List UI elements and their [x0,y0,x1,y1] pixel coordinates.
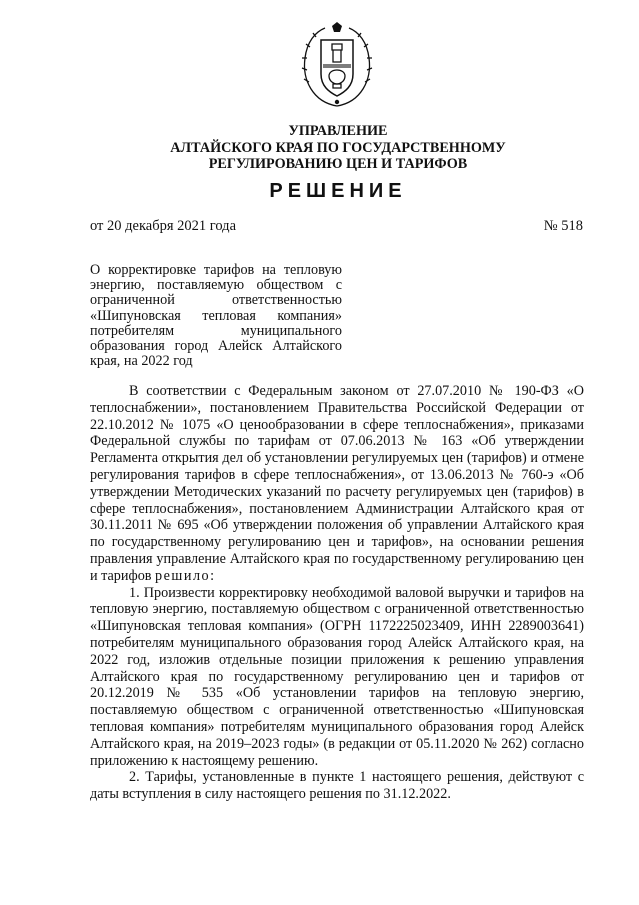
decided-word: решило: [155,567,216,584]
decision-number: № 518 [543,218,583,234]
preamble-paragraph [90,383,584,585]
decision-date: от 20 декабря 2021 года [90,218,236,234]
item-2-paragraph: 2. Тарифы, установленные в пункте 1 настоящего решения, действуют с даты вступления в силу настоящего решения по 31.12.2022. [90,769,584,803]
decision-body [90,383,584,803]
issuer-line-2: АЛТАЙСКОГО КРАЯ ПО ГОСУДАРСТВЕННОМУ [170,139,506,156]
issuer-line-3: РЕГУЛИРОВАНИЮ ЦЕН И ТАРИФОВ [208,156,468,172]
decision-subject: О корректировке тарифов на тепловую энергию, поставляемую обществом с ограниченной ответственностью «Шипуновская тепловая компания» потребителям муниципального образования город Алейск Алтайского края, на 2022 год [90,262,342,370]
issuer-line-1: УПРАВЛЕНИЕ [288,123,388,139]
item-1-paragraph: 1. Произвести корректировку необходимой валовой выручки и тарифов на тепловую энергию, поставляемую обществом с ограниченной ответственностью «Шипуновская тепловая компания» (ОГРН 1172225023409, ИНН 2289003641) потребителям муниципального образования город Алейск Алтайского края, на 2022 год, изложив отдельные позиции приложения к решению управления Алтайского края по государственному регулированию цен и тарифов от 20.12.2019 № 535 «Об установлении тарифов на тепловую энергию, поставляемую обществом с ограниченной ответственностью «Шипуновская тепловая компания» потребителям муниципального образования город Алейск Алтайского края, на 2019–2023 годы» (в редакции от 05.11.2020 № 262) согласно приложению к настоящему решению. [90,584,584,769]
issuer-header [120,123,556,173]
altai-krai-coat-of-arms-icon [299,22,375,110]
preamble-text: В соответствии с Федеральным законом от 27.07.2010 № 190-ФЗ «О теплоснабжении», постановлением Правительства Российской Федерации от 22.10.2012 № 1075 «О ценообразовании в сфере теплоснабжения», приказами Федеральной службы по тарифам от 07.06.2013 № 163 «Об утверждении Регламента открытия дел об установлении регулируемых цен (тарифов) и отмене регулирования тарифов в сфере теплоснабжения», от 13.06.2013 № 760-э «Об утверждении Методических указаний по расчету регулируемых цен (тарифов) в сфере теплоснабжения», постановлением Администрации Алтайского края от 30.11.2011 № 695 «Об утверждении положения об управлении Алтайского края по государственному регулированию цен и тарифов», на основании решения правления управление Алтайского края по государственному регулированию цен и тарифов [90,383,584,584]
document-title: РЕШЕНИЕ [269,180,407,202]
